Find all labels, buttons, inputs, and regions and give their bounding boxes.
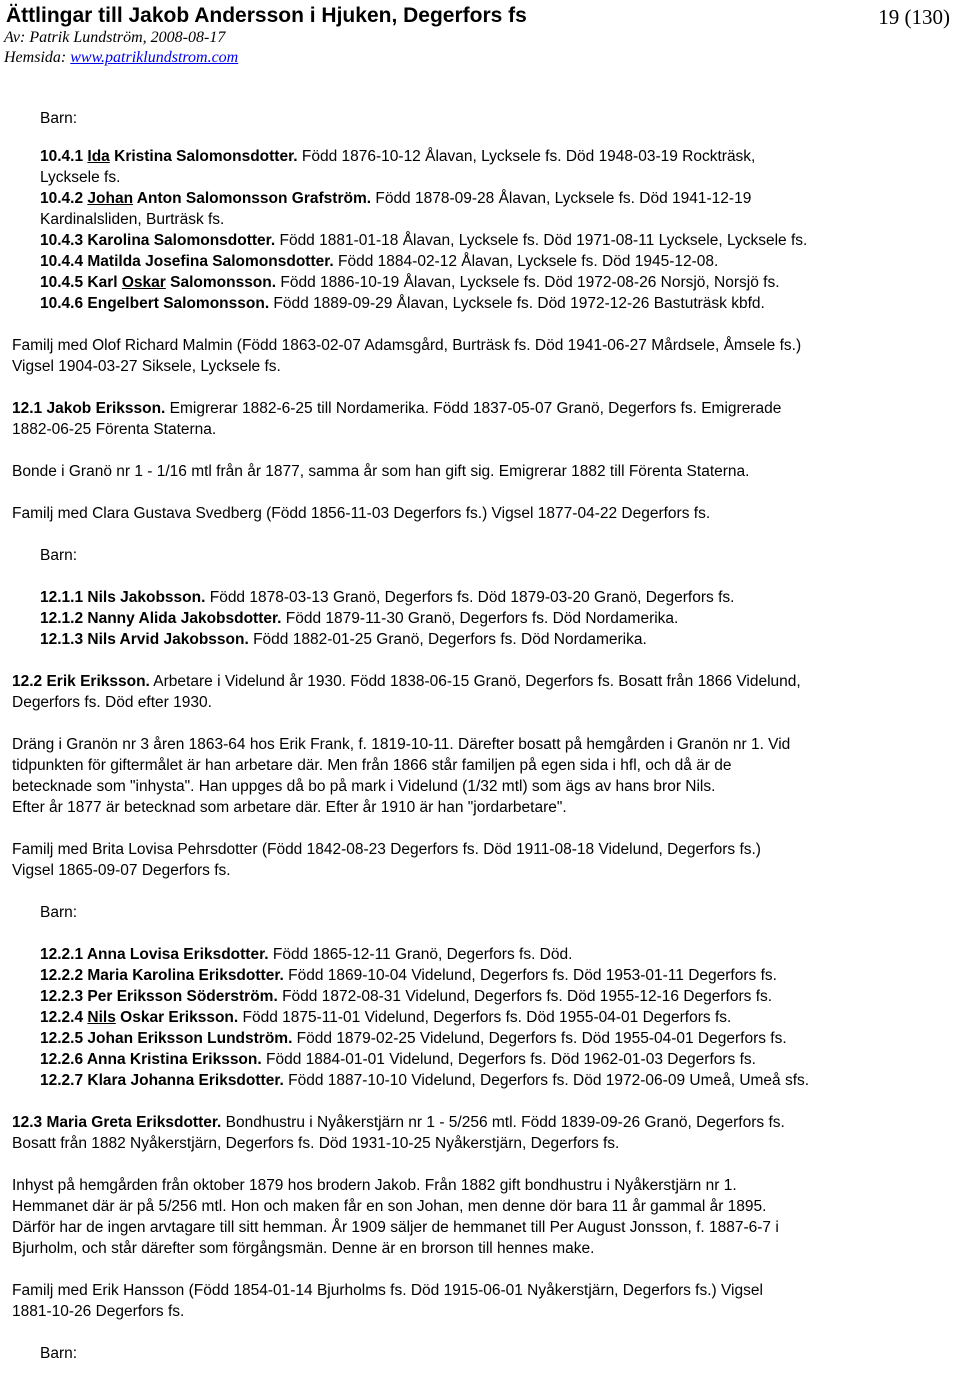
document-title: Ättlingar till Jakob Andersson i Hjuken, Degerfors fs	[6, 4, 527, 27]
child-entry: 10.4.1 Ida Kristina Salomonsdotter. Född 1876-10-12 Ålavan, Lycksele fs. Död 1948-03-19 Rockträsk,	[40, 148, 756, 165]
family-line: Familj med Brita Lovisa Pehrsdotter (Född 1842-08-23 Degerfors fs. Död 1911-08-18 Videlund, Degerfors fs.)	[12, 841, 761, 858]
person-entry-cont: 1882-06-25 Förenta Staterna.	[12, 421, 217, 438]
family-line: Familj med Erik Hansson (Född 1854-01-14 Bjurholms fs. Död 1915-06-01 Nyåkerstjärn, Degerfors fs.) Vigsel	[12, 1282, 763, 1299]
family-line: Familj med Clara Gustava Svedberg (Född 1856-11-03 Degerfors fs.) Vigsel 1877-04-22 Degerfors fs.	[12, 505, 711, 522]
note-line: Därför har de ingen arvtagare till sitt hemman. År 1909 säljer de hemmanet till Per August Jonsson, f. 1887-6-7 i	[12, 1219, 779, 1236]
note-line: Bonde i Granö nr 1 - 1/16 mtl från år 1877, samma år som han gift sig. Emigrerar 1882 till Förenta Staterna.	[12, 463, 750, 480]
family-line: Familj med Olof Richard Malmin (Född 1863-02-07 Adamsgård, Burträsk fs. Död 1941-06-27 Mårdsele, Åmsele fs.)	[12, 337, 802, 354]
marriage-line: Vigsel 1865-09-07 Degerfors fs.	[12, 862, 231, 879]
child-entry: 12.2.1 Anna Lovisa Eriksdotter. Född 1865-12-11 Granö, Degerfors fs. Död.	[40, 946, 573, 963]
marriage-line: 1881-10-26 Degerfors fs.	[12, 1303, 185, 1320]
note-line: Hemmanet där är på 5/256 mtl. Hon och maken får en son Johan, men denne dör bara 11 år gammal år 1895.	[12, 1198, 767, 1215]
child-entry: 10.4.5 Karl Oskar Salomonsson. Född 1886-10-19 Ålavan, Lycksele fs. Död 1972-08-26 Norsjö, Norsjö fs.	[40, 274, 780, 291]
homepage-label: Hemsida:	[4, 49, 71, 66]
page-header	[0, 0, 960, 72]
person-entry: 12.1 Jakob Eriksson. Emigrerar 1882-6-25 till Nordamerika. Född 1837-05-07 Granö, Degerfors fs. Emigrerade	[12, 400, 782, 417]
child-entry: 12.2.7 Klara Johanna Eriksdotter. Född 1887-10-10 Videlund, Degerfors fs. Död 1972-06-09 Umeå, Umeå sfs.	[40, 1072, 810, 1089]
person-entry: 12.2 Erik Eriksson. Arbetare i Videlund år 1930. Född 1838-06-15 Granö, Degerfors fs. Bosatt från 1866 Videlund,	[12, 673, 801, 690]
child-entry: 12.2.3 Per Eriksson Söderström. Född 1872-08-31 Videlund, Degerfors fs. Död 1955-12-16 Degerfors fs.	[40, 988, 773, 1005]
note-line: Bjurholm, och står därefter som förgångsmän. Denne är en brorson till hennes make.	[12, 1240, 595, 1257]
homepage-link[interactable]: www.patriklundstrom.com	[70, 49, 239, 66]
child-entry-cont: Lycksele fs.	[40, 169, 121, 186]
page-number: 19 (130)	[878, 5, 950, 29]
note-line: Inhyst på hemgården från oktober 1879 hos brodern Jakob. Från 1882 gift bondhustru i Nyåkerstjärn nr 1.	[12, 1177, 737, 1194]
children-label: Barn:	[40, 110, 78, 127]
homepage-line	[4, 48, 238, 68]
child-entry: 10.4.3 Karolina Salomonsdotter. Född 1881-01-18 Ålavan, Lycksele fs. Död 1971-08-11 Lycksele, Lycksele fs.	[40, 232, 808, 249]
note-line: tidpunkten för giftermålet är han arbetare där. Men från 1866 står familjen på egen sida i hfl, och då är de	[12, 757, 732, 774]
children-label: Barn:	[40, 904, 78, 921]
document-body	[0, 70, 960, 1364]
person-entry: 12.3 Maria Greta Eriksdotter. Bondhustru i Nyåkerstjärn nr 1 - 5/256 mtl. Född 1839-09-26 Granö, Degerfors fs.	[12, 1114, 785, 1131]
child-entry: 12.1.2 Nanny Alida Jakobsdotter. Född 1879-11-30 Granö, Degerfors fs. Död Nordamerika.	[40, 610, 679, 627]
note-line: betecknade som "inhysta". Han uppges då bo på mark i Videlund (1/32 mtl) som ägs av hans bror Nils.	[12, 778, 716, 795]
child-entry: 12.2.2 Maria Karolina Eriksdotter. Född 1869-10-04 Videlund, Degerfors fs. Död 1953-01-11 Degerfors fs.	[40, 967, 777, 984]
child-entry: 12.1.1 Nils Jakobsson. Född 1878-03-13 Granö, Degerfors fs. Död 1879-03-20 Granö, Degerfors fs.	[40, 589, 735, 606]
child-entry: 10.4.6 Engelbert Salomonsson. Född 1889-09-29 Ålavan, Lycksele fs. Död 1972-12-26 Bastuträsk kbfd.	[40, 295, 765, 312]
child-entry-cont: Kardinalsliden, Burträsk fs.	[40, 211, 225, 228]
child-entry: 12.2.6 Anna Kristina Eriksson. Född 1884-01-01 Videlund, Degerfors fs. Död 1962-01-03 Degerfors fs.	[40, 1051, 756, 1068]
children-label: Barn:	[40, 547, 78, 564]
author-line: Av: Patrik Lundström, 2008-08-17	[4, 29, 226, 46]
note-line: Dräng i Granön nr 3 åren 1863-64 hos Erik Frank, f. 1819-10-11. Därefter bosatt på hemgården i Granön nr 1. Vid	[12, 736, 791, 753]
child-entry: 10.4.4 Matilda Josefina Salomonsdotter. Född 1884-02-12 Ålavan, Lycksele fs. Död 1945-12-08.	[40, 253, 719, 270]
child-entry: 12.2.4 Nils Oskar Eriksson. Född 1875-11-01 Videlund, Degerfors fs. Död 1955-04-01 Degerfors fs.	[40, 1009, 732, 1026]
person-entry-cont: Degerfors fs. Död efter 1930.	[12, 694, 212, 711]
marriage-line: Vigsel 1904-03-27 Siksele, Lycksele fs.	[12, 358, 281, 375]
child-entry: 12.1.3 Nils Arvid Jakobsson. Född 1882-01-25 Granö, Degerfors fs. Död Nordamerika.	[40, 631, 647, 648]
children-label: Barn:	[40, 1345, 78, 1362]
child-entry: 10.4.2 Johan Anton Salomonsson Grafström. Född 1878-09-28 Ålavan, Lycksele fs. Död 1941-12-19	[40, 190, 752, 207]
child-entry: 12.2.5 Johan Eriksson Lundström. Född 1879-02-25 Videlund, Degerfors fs. Död 1955-04-01 Degerfors fs.	[40, 1030, 787, 1047]
person-entry-cont: Bosatt från 1882 Nyåkerstjärn, Degerfors fs. Död 1931-10-25 Nyåkerstjärn, Degerfors fs.	[12, 1135, 620, 1152]
note-line: Efter år 1877 är betecknad som arbetare där. Efter år 1910 är han "jordarbetare".	[12, 799, 567, 816]
